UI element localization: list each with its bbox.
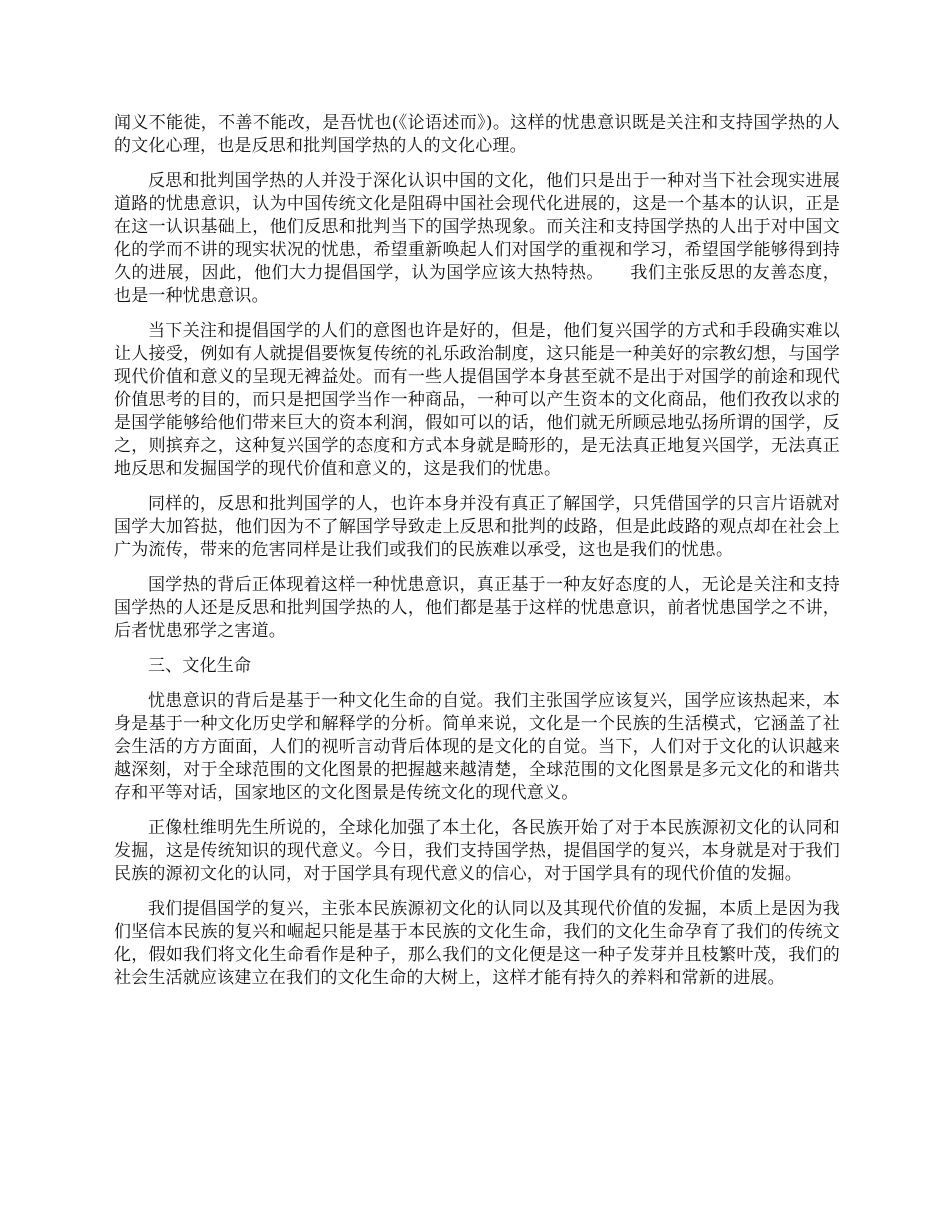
- paragraph-2: 反思和批判国学热的人并没于深化认识中国的文化，他们只是出于一种对当下社会现实进展道路的忧患意识，认为中国传统文化是阻碍中国社会现代化进展的，这是一个基本的认识，正是在这一认识基础上，他们反思和批判当下的国学热现象。而关注和支持国学热的人出于对中国文化的学而不讲的现实状况的忧患，希望重新唤起人们对国学的重视和学习，希望国学能够得到持久的进展，因此，他们大力提倡国学，认为国学应该大热特热。 我们主张反思的友善态度，也是一种忧患意识。: [114, 171, 840, 306]
- paragraph-4: 同样的，反思和批判国学的人，也许本身并没有真正了解国学，只凭借国学的只言片语就对国学大加笞挞，他们因为不了解国学导致走上反思和批判的歧路，但是此歧路的观点却在社会上广为流传，带来的危害同样是让我们或我们的民族难以承受，这也是我们的忧患。: [114, 494, 840, 560]
- paragraph-7: 正像杜维明先生所说的，全球化加强了本土化，各民族开始了对于本民族源初文化的认同和发掘，这是传统知识的现代意义。今日，我们支持国学热，提倡国学的复兴，本身就是对于我们民族的源初文化的认同，对于国学具有现代意义的信心，对于国学具有的现代价值的发掘。: [114, 818, 840, 884]
- paragraph-6: 忧患意识的背后是基于一种文化生命的自觉。我们主张国学应该复兴，国学应该热起来，本身是基于一种文化历史学和解释学的分析。简单来说，文化是一个民族的生活模式，它涵盖了社会生活的方方面面，人们的视听言动背后体现的是文化的自觉。当下，人们对于文化的认识越来越深刻，对于全球范围的文化图景的把握越来越清楚，全球范围的文化图景是多元文化的和谐共存和平等对话，国家地区的文化图景是传统文化的现代意义。: [114, 691, 840, 803]
- paragraph-1: 闻义不能徙，不善不能改，是吾忧也(《论语述而》)。这样的忧患意识既是关注和支持国学热的人的文化心理，也是反思和批判国学热的人的文化心理。: [114, 113, 840, 156]
- paragraph-5: 国学热的背后正体现着这样一种忧患意识，真正基于一种友好态度的人，无论是关注和支持国学热的人还是反思和批判国学热的人，他们都是基于这样的忧患意识，前者忧患国学之不讲，后者忧患邪学之害道。: [114, 575, 840, 641]
- section-heading: 三、文化生命: [148, 656, 252, 676]
- paragraph-8: 我们提倡国学的复兴，主张本民族源初文化的认同以及其现代价值的发掘，本质上是因为我们坚信本民族的复兴和崛起只能是基于本民族的文化生命，我们的文化生命孕育了我们的传统文化，假如我们将文化生命看作是种子，那么我们的文化便是这一种子发芽并且枝繁叶茂，我们的社会生活就应该建立在我们的文化生命的大树上，这样才能有持久的养料和常新的进展。: [114, 899, 840, 988]
- paragraph-3: 当下关注和提倡国学的人们的意图也许是好的，但是，他们复兴国学的方式和手段确实难以让人接受，例如有人就提倡要恢复传统的礼乐政治制度，这只能是一种美好的宗教幻想，与国学现代价值和意义的呈现无裨益处。而有一些人提倡国学本身甚至就不是出于对国学的前途和现代价值思考的目的，而只是把国学当作一种商品，一种可以产生资本的文化商品，他们孜孜以求的是国学能够给他们带来巨大的资本利润，假如可以的话，他们就无所顾忌地弘扬所谓的国学，反之，则摈弃之，这种复兴国学的态度和方式本身就是畸形的，是无法真正地复兴国学，无法真正地反思和发掘国学的现代价值和意义的，这是我们的忧患。: [114, 321, 840, 479]
- document-body: [114, 112, 840, 1002]
